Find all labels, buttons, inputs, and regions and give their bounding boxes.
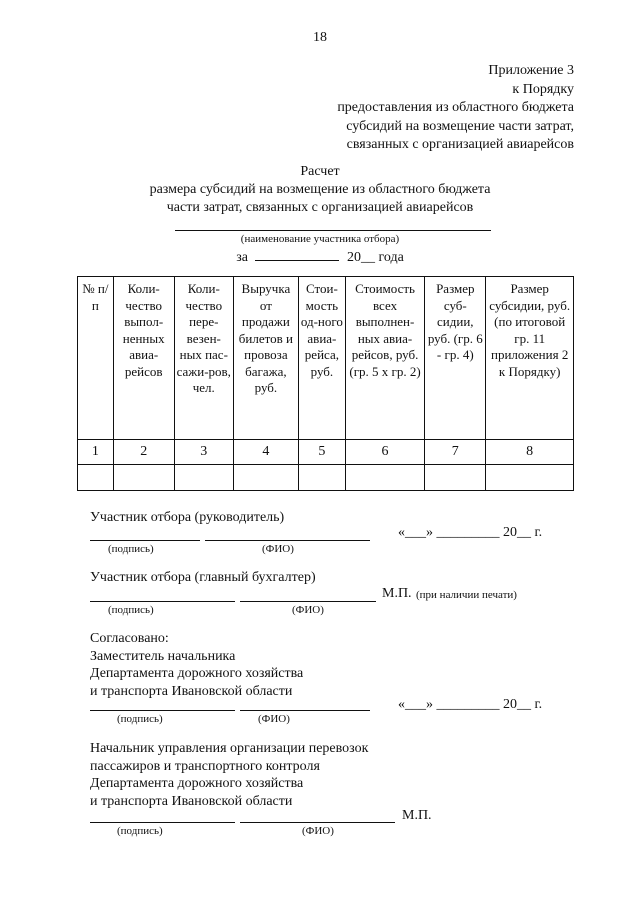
- document-title: [0, 163, 640, 217]
- chief-line: пассажиров и транспортного контроля: [90, 758, 320, 774]
- table-empty-row: [78, 465, 574, 491]
- empty-cell: [345, 465, 424, 491]
- column-number: 6: [345, 440, 424, 465]
- title-line: части затрат, связанных с организацией авиарейсов: [166, 200, 474, 215]
- column-number: 4: [233, 440, 298, 465]
- table-numbers-row: [78, 440, 574, 465]
- header-cell: № п/п: [78, 277, 114, 440]
- mp-label: М.П.: [382, 586, 412, 601]
- period-prefix: за: [236, 250, 248, 265]
- header-cell: Размер субсидии, руб. (по итоговой гр. 11 приложения 2 к Порядку): [486, 277, 574, 440]
- accountant-signature-title: Участник отбора (главный бухгалтер): [90, 570, 316, 585]
- column-number: 1: [78, 440, 114, 465]
- signature-caption: (подпись): [117, 713, 163, 725]
- page-number: 18: [313, 30, 327, 45]
- agreed-block: [90, 630, 303, 700]
- mp-label: М.П.: [402, 808, 432, 823]
- signature-line: [90, 540, 200, 541]
- date-field: «___» _________ 20__ г.: [398, 697, 543, 712]
- signature-line: [90, 710, 235, 711]
- appendix-line: к Порядку: [512, 81, 574, 97]
- header-cell: Коли-чество выпол-ненных авиа-рейсов: [113, 277, 174, 440]
- title-line: Расчет: [300, 164, 340, 179]
- mp-note: (при наличии печати): [416, 589, 517, 601]
- agreed-line: Заместитель начальника: [90, 648, 236, 664]
- header-cell: Размер суб-сидии, руб. (гр. 6 - гр. 4): [425, 277, 486, 440]
- signature-line: [90, 822, 235, 823]
- head-signature-title: Участник отбора (руководитель): [90, 510, 285, 525]
- chief-line: Департамента дорожного хозяйства: [90, 776, 304, 791]
- signature-caption: (подпись): [117, 825, 163, 837]
- calculation-table: [77, 276, 574, 491]
- column-number: 7: [425, 440, 486, 465]
- participant-name-line: [175, 230, 491, 231]
- period-blank: [255, 248, 339, 261]
- column-number: 2: [113, 440, 174, 465]
- fio-line: [240, 822, 395, 823]
- table-header-row: [78, 277, 574, 440]
- signature-line: [90, 601, 235, 602]
- header-cell: Стои-мость од-ного авиа-рейса, руб.: [298, 277, 345, 440]
- column-number: 5: [298, 440, 345, 465]
- fio-caption: (ФИО): [292, 604, 324, 616]
- chief-line: Начальник управления организации перевозок: [90, 741, 369, 756]
- column-number: 3: [174, 440, 233, 465]
- participant-name-caption: (наименование участника отбора): [240, 233, 400, 245]
- title-line: размера субсидий на возмещение из областного бюджета: [149, 182, 491, 197]
- date-field: «___» _________ 20__ г.: [398, 525, 543, 540]
- appendix-line: связанных с организацией авиарейсов: [346, 137, 574, 152]
- agreed-line: и транспорта Ивановской области: [90, 683, 293, 699]
- empty-cell: [486, 465, 574, 491]
- header-cell: Стоимость всех выполнен-ных авиа-рейсов, руб. (гр. 5 х гр. 2): [345, 277, 424, 440]
- appendix-header: [337, 62, 574, 155]
- appendix-line: Приложение 3: [488, 63, 574, 78]
- empty-cell: [233, 465, 298, 491]
- header-cell: Выручка от продажи билетов и провоза багажа, руб.: [233, 277, 298, 440]
- header-cell: Коли-чество пере-везен-ных пас-сажи-ров, чел.: [174, 277, 233, 440]
- appendix-line: субсидий на возмещение части затрат,: [346, 118, 574, 134]
- period-line: [0, 248, 640, 266]
- fio-caption: (ФИО): [258, 713, 290, 725]
- chief-block: [90, 740, 368, 810]
- empty-cell: [174, 465, 233, 491]
- fio-caption: (ФИО): [262, 543, 294, 555]
- empty-cell: [113, 465, 174, 491]
- fio-caption: (ФИО): [302, 825, 334, 837]
- chief-line: и транспорта Ивановской области: [90, 793, 293, 809]
- fio-line: [240, 710, 370, 711]
- empty-cell: [78, 465, 114, 491]
- column-number: 8: [486, 440, 574, 465]
- period-year: 20__: [346, 250, 375, 265]
- empty-cell: [425, 465, 486, 491]
- empty-cell: [298, 465, 345, 491]
- fio-line: [240, 601, 376, 602]
- signature-caption: (подпись): [108, 604, 154, 616]
- period-suffix: года: [378, 250, 404, 265]
- agreed-line: Департамента дорожного хозяйства: [90, 666, 304, 681]
- fio-line: [205, 540, 370, 541]
- agreed-line: Согласовано:: [90, 631, 169, 646]
- signature-caption: (подпись): [108, 543, 154, 555]
- appendix-line: предоставления из областного бюджета: [337, 100, 574, 115]
